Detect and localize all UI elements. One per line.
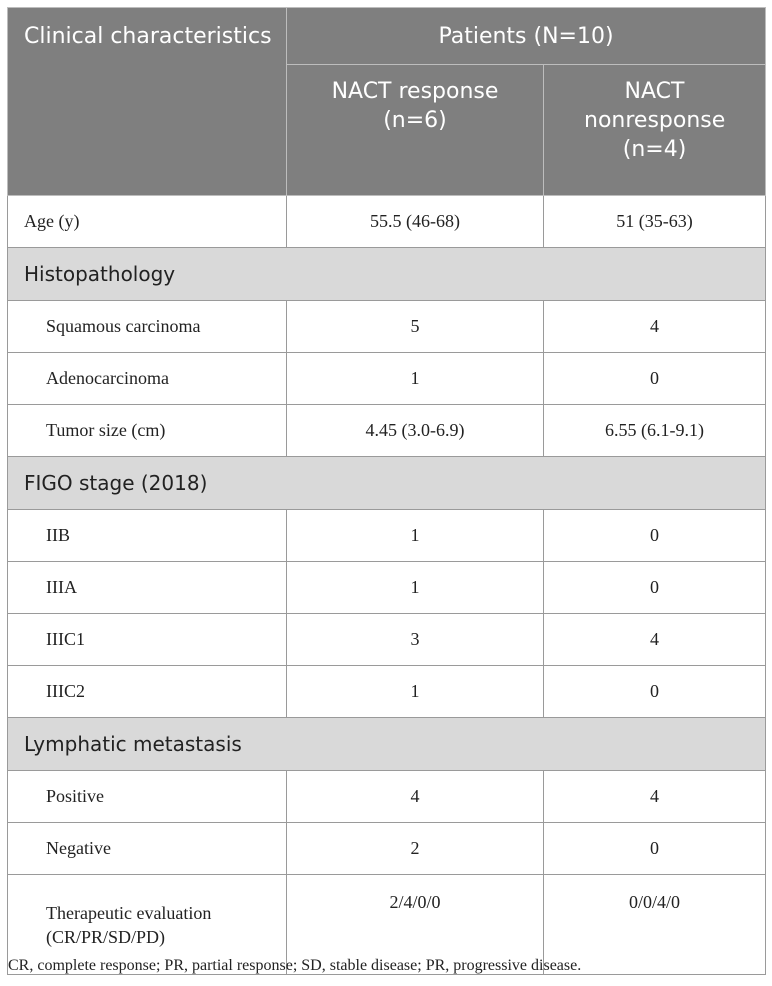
- cell-nonresponse: 0: [544, 562, 766, 614]
- cell-response: 4.45 (3.0-6.9): [287, 405, 544, 457]
- cell-response: 2: [287, 823, 544, 875]
- cell-response: 1: [287, 562, 544, 614]
- table-row-iib: [8, 510, 766, 562]
- cell-nonresponse: 0: [544, 823, 766, 875]
- clinical-characteristics-table: [7, 7, 766, 975]
- cell-nonresponse: 51 (35-63): [544, 196, 766, 248]
- row-label: Positive: [8, 771, 287, 823]
- table-row-squamous: [8, 301, 766, 353]
- section-histopathology: [8, 248, 766, 301]
- header-nact-nonresponse: NACT nonresponse (n=4): [544, 65, 766, 196]
- table-row-iiic1: [8, 614, 766, 666]
- header-nact-response: NACT response (n=6): [287, 65, 544, 196]
- header-patients: Patients (N=10): [287, 8, 766, 65]
- row-label: IIIC2: [8, 666, 287, 718]
- cell-response: 55.5 (46-68): [287, 196, 544, 248]
- cell-response: 4: [287, 771, 544, 823]
- table-row-positive: [8, 771, 766, 823]
- table-row-iiic2: [8, 666, 766, 718]
- cell-nonresponse: 4: [544, 771, 766, 823]
- section-figo-stage: [8, 457, 766, 510]
- row-label: Age (y): [8, 196, 287, 248]
- cell-response: 1: [287, 510, 544, 562]
- row-label: Squamous carcinoma: [8, 301, 287, 353]
- section-title: FIGO stage (2018): [8, 457, 766, 510]
- header-clinical-characteristics: Clinical characteristics: [8, 8, 287, 196]
- cell-nonresponse: 0: [544, 353, 766, 405]
- row-label: Tumor size (cm): [8, 405, 287, 457]
- cell-nonresponse: 0: [544, 510, 766, 562]
- table-row-negative: [8, 823, 766, 875]
- row-label: IIB: [8, 510, 287, 562]
- cell-response: 1: [287, 666, 544, 718]
- cell-nonresponse: 4: [544, 301, 766, 353]
- cell-response: 5: [287, 301, 544, 353]
- cell-nonresponse: 4: [544, 614, 766, 666]
- section-title: Histopathology: [8, 248, 766, 301]
- table-row-iiia: [8, 562, 766, 614]
- row-label: IIIC1: [8, 614, 287, 666]
- section-title: Lymphatic metastasis: [8, 718, 766, 771]
- cell-response: 1: [287, 353, 544, 405]
- section-lymphatic-metastasis: [8, 718, 766, 771]
- cell-nonresponse: 6.55 (6.1-9.1): [544, 405, 766, 457]
- row-label: Negative: [8, 823, 287, 875]
- cell-nonresponse: 0/0/4/0: [544, 875, 766, 975]
- cell-response: 3: [287, 614, 544, 666]
- cell-nonresponse: 0: [544, 666, 766, 718]
- table-row-tumor-size: [8, 405, 766, 457]
- row-label: IIIA: [8, 562, 287, 614]
- cell-response: 2/4/0/0: [287, 875, 544, 975]
- table-footnote: CR, complete response; PR, partial response; SD, stable disease; PR, progressive disease.: [8, 957, 582, 974]
- row-label: Adenocarcinoma: [8, 353, 287, 405]
- row-label: Therapeutic evaluation (CR/PR/SD/PD): [8, 875, 287, 975]
- table-row-age: [8, 196, 766, 248]
- table-row-adenocarcinoma: [8, 353, 766, 405]
